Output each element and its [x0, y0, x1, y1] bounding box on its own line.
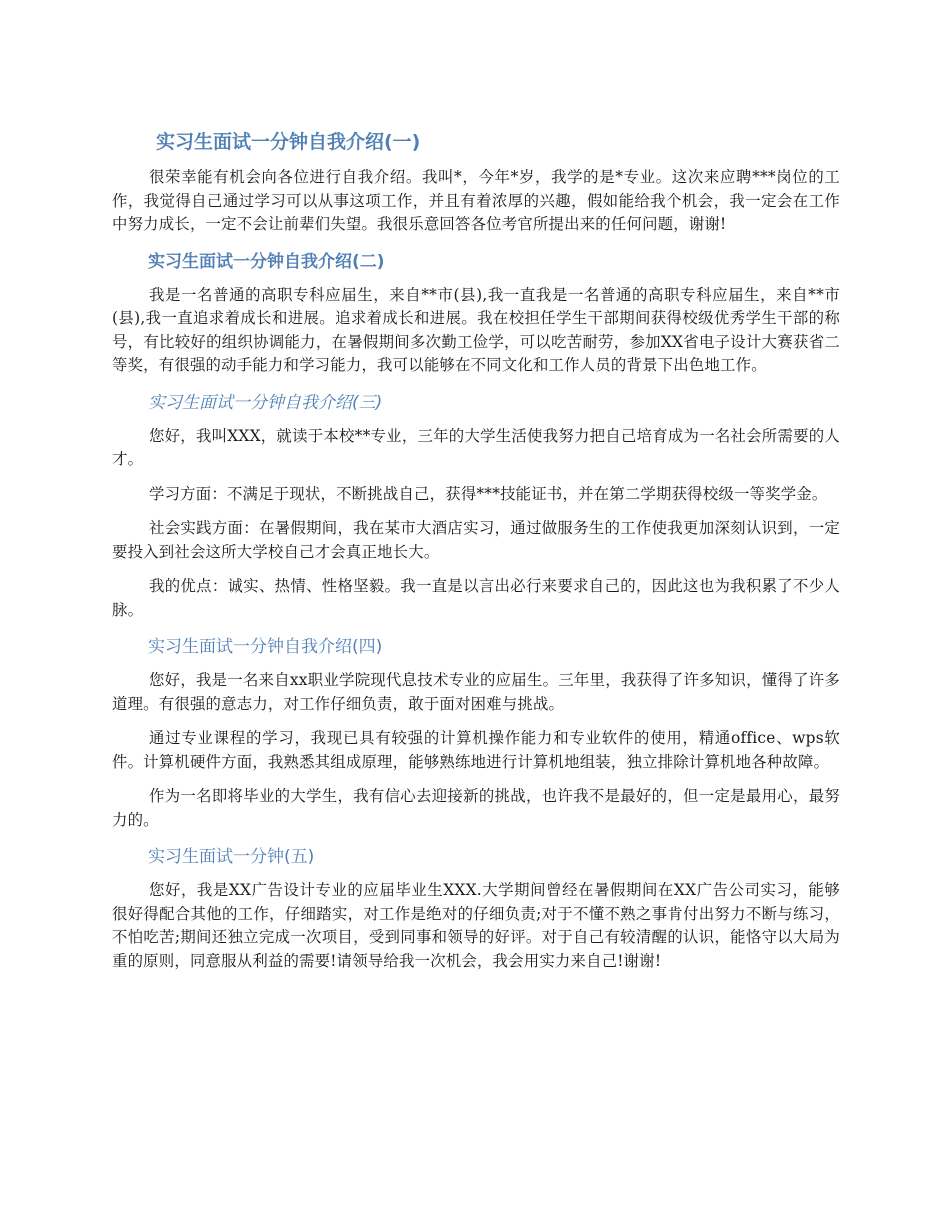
paragraph: 作为一名即将毕业的大学生，我有信心去迎接新的挑战，也许我不是最好的，但一定是最用心，最努力的。: [112, 787, 840, 829]
document-body: [112, 124, 840, 984]
paragraph: 很荣幸能有机会向各位进行自我介绍。我叫*，今年*岁，我学的是*专业。这次来应聘***岗位的工作，我觉得自己通过学习可以从事这项工作，并且有着浓厚的兴趣，假如能给我个机会，我一定会在工作中努力成长，一定不会让前辈们失望。我很乐意回答各位考官所提出来的任何问题，谢谢!: [112, 168, 840, 233]
paragraph: 您好，我叫XXX，就读于本校**专业，三年的大学生活使我努力把自己培育成为一名社会所需要的人才。: [112, 426, 840, 468]
section-heading-4: 实习生面试一分钟自我介绍(四): [148, 637, 383, 657]
paragraph: 我是一名普通的高职专科应届生，来自**市(县),我一直我是一名普通的高职专科应届生，来自**市(县),我一直追求着成长和进展。追求着成长和进展。我在校担任学生干部期间获得校级优秀学生干部的称号，有比较好的组织协调能力，在暑假期间多次勤工俭学，可以吃苦耐劳，参加XX省电子设计大赛获省二等奖，有很强的动手能力和学习能力，我可以能够在不同文化和工作人员的背景下出色地工作。: [112, 285, 840, 374]
paragraph: 社会实践方面：在暑假期间，我在某市大酒店实习，通过做服务生的工作使我更加深刻认识到，一定要投入到社会这所大学校自己才会真正地长大。: [112, 519, 840, 561]
paragraph: 通过专业课程的学习，我现已具有较强的计算机操作能力和专业软件的使用，精通office、wps软件。计算机硬件方面，我熟悉其组成原理，能够熟练地进行计算机地组装，独立排除计算机地各种故障。: [112, 729, 840, 771]
paragraph: 您好，我是XX广告设计专业的应届毕业生XXX.大学期间曾经在暑假期间在XX广告公司实习，能够很好得配合其他的工作，仔细踏实，对工作是绝对的仔细负责;对于不懂不熟之事肯付出努力不断与练习，不怕吃苦;期间还独立完成一次项目，受到同事和领导的好评。对于自己有较清醒的认识，能恪守以大局为重的原则，同意服从利益的需要!请领导给我一次机会，我会用实力来自己!谢谢!: [112, 881, 840, 970]
section-heading-3: 实习生面试一分钟自我介绍(三): [148, 392, 383, 413]
paragraph: 学习方面：不满足于现状，不断挑战自己，获得***技能证书，并在第二学期获得校级一等奖学金。: [149, 484, 828, 503]
section-heading-1: 实习生面试一分钟自我介绍(一): [156, 131, 421, 153]
section-heading-5: 实习生面试一分钟(五): [148, 847, 315, 867]
section-heading-2: 实习生面试一分钟自我介绍(二): [148, 251, 385, 272]
paragraph: 您好，我是一名来自xx职业学院现代息技术专业的应届生。三年里，我获得了许多知识，懂得了许多道理。有很强的意志力，对工作仔细负责，敢于面对困难与挑战。: [112, 671, 840, 713]
paragraph: 我的优点：诚实、热情、性格坚毅。我一直是以言出必行来要求自己的，因此这也为我积累了不少人脉。: [112, 577, 840, 619]
